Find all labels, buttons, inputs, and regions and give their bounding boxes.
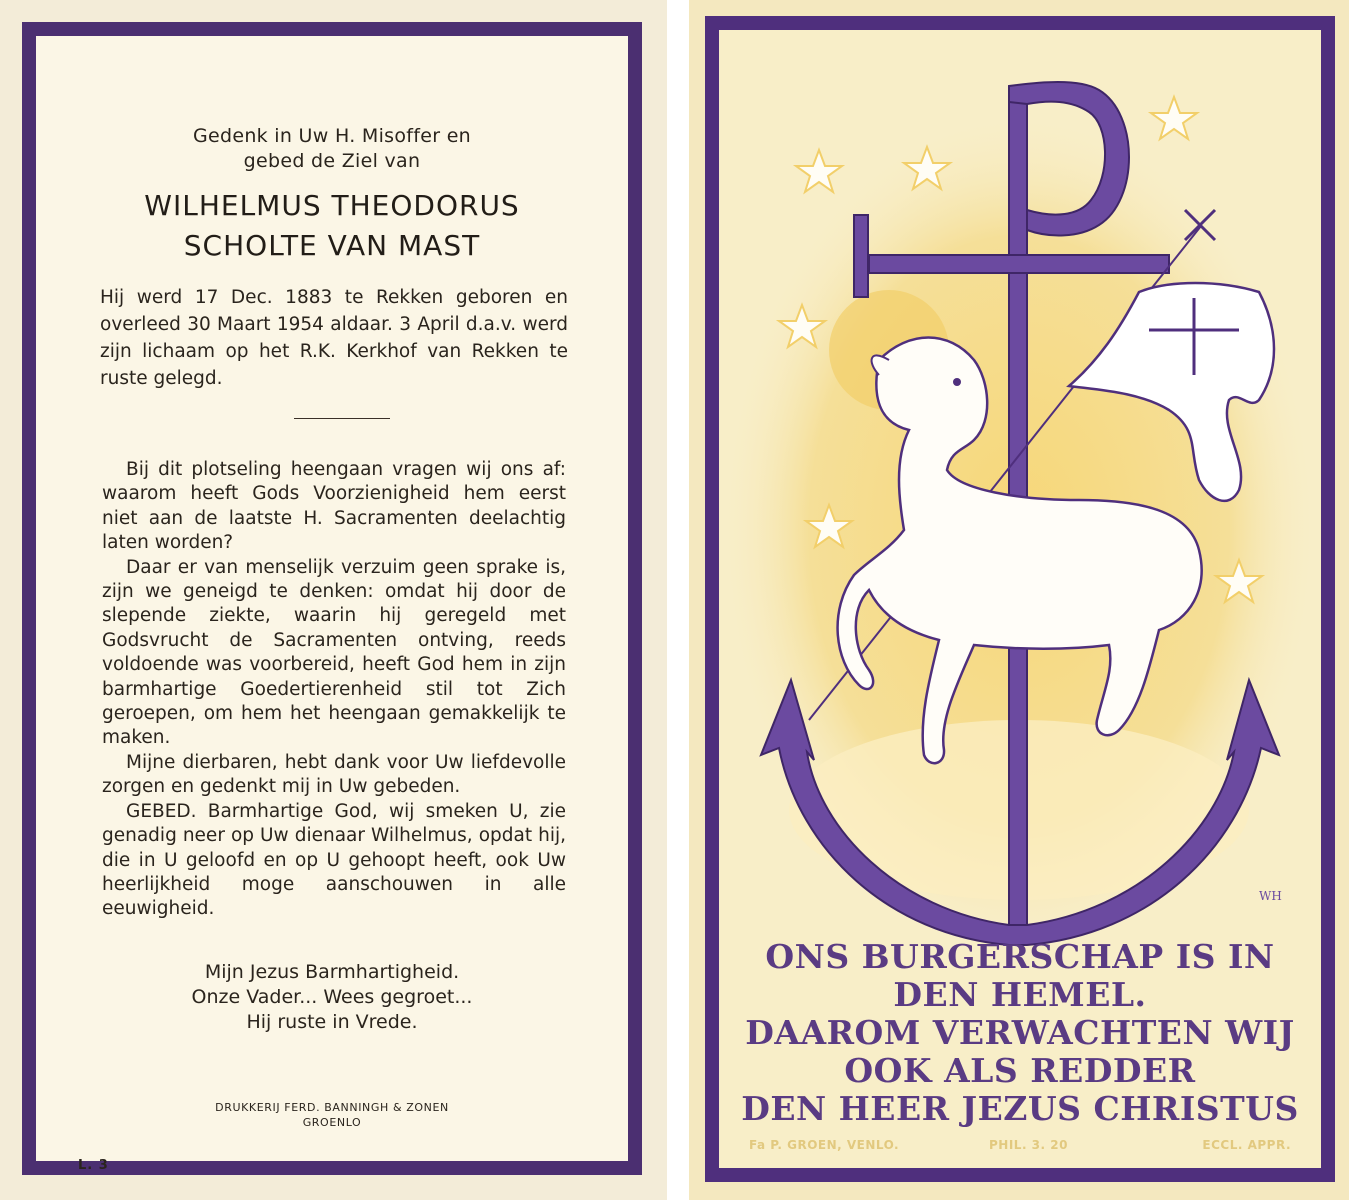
deceased-name bbox=[36, 186, 628, 266]
closing-line: Onze Vader... Wees gegroet... bbox=[191, 986, 473, 1008]
closing-line: Mijn Jezus Barmhartigheid. bbox=[204, 961, 460, 983]
slogan-line: DAAROM VERWACHTEN WIJ bbox=[745, 1013, 1295, 1052]
closing-line: Hij ruste in Vrede. bbox=[246, 1011, 418, 1033]
paragraph: Mijne dierbaren, hebt dank voor Uw liefdevolle zorgen en gedenkt mij in Uw gebeden. bbox=[102, 751, 566, 798]
printer-credit bbox=[36, 1100, 628, 1130]
mourning-border-frame bbox=[705, 16, 1335, 1182]
reflection-text bbox=[102, 458, 566, 922]
mourning-border-frame bbox=[22, 22, 642, 1175]
printer-name: DRUKKERIJ FERD. BANNINGH & ZONEN bbox=[215, 1101, 449, 1114]
slogan-line: DEN HEER JEZUS CHRISTUS bbox=[741, 1089, 1299, 1128]
name-line: SCHOLTE VAN MAST bbox=[183, 229, 481, 262]
slogan-line: ONS BURGERSCHAP IS IN bbox=[765, 937, 1275, 976]
prayer-paragraph: GEBED. Barmhartige God, wij smeken U, zie genadig neer op Uw dienaar Wilhelmus, opdat hij, die in U geloofd en op U gehoopt heeft, ook Uw heerlijkheid moge aanschouwen in alle eeuwigheid. bbox=[102, 800, 566, 920]
intro-line: gebed de Ziel van bbox=[243, 150, 421, 172]
card-code: L. 3 bbox=[78, 1158, 109, 1173]
star-icon bbox=[796, 150, 842, 192]
star-icon bbox=[1151, 97, 1197, 139]
memorial-card-image-side bbox=[689, 0, 1349, 1200]
printer-town: GROENLO bbox=[302, 1116, 362, 1129]
lamb-eye bbox=[953, 378, 961, 386]
slogan-line: DEN HEMEL. bbox=[893, 975, 1147, 1014]
slogan-line: OOK ALS REDDER bbox=[844, 1051, 1196, 1090]
divider-rule bbox=[294, 418, 390, 419]
intro-text bbox=[36, 124, 628, 174]
intro-line: Gedenk in Uw H. Misoffer en bbox=[192, 125, 472, 147]
closing-prayers bbox=[36, 960, 628, 1035]
name-line: WILHELMUS THEODORUS bbox=[144, 189, 520, 222]
bible-reference: PHIL. 3. 20 bbox=[989, 1138, 1068, 1152]
birth-death-text: Hij werd 17 Dec. 1883 te Rekken geboren en overleed 30 Maart 1954 aldaar. 3 April d.a.v. werd zijn lichaam op het R.K. Kerkhof van Rekken te ruste gelegd. bbox=[100, 287, 568, 389]
memorial-card-text-side bbox=[0, 0, 667, 1200]
paragraph: Daar er van menselijk verzuim geen sprake is, zijn we geneigd te denken: omdat hij door de slepende ziekte, waarin hij geregeld met Godsvrucht de Sacramenten ontving, reeds voldoende was voorbereid, heeft God hem in zijn barmhartige Goedertierenheid stil tot Zich geroepen, om hem het heengaan gemakkelijk te maken. bbox=[102, 556, 566, 749]
scripture-slogan bbox=[719, 938, 1321, 1128]
ecclesiastical-approval: ECCL. APPR. bbox=[1202, 1138, 1291, 1152]
artist-monogram: WH bbox=[1259, 889, 1282, 903]
publisher-credit: Fa P. GROEN, VENLO. bbox=[749, 1138, 900, 1152]
paragraph: Bij dit plotseling heengaan vragen wij ons af: waarom heeft Gods Voorzienigheid hem eerst niet aan de laatste H. Sacramenten deelachtig laten worden? bbox=[102, 459, 566, 554]
